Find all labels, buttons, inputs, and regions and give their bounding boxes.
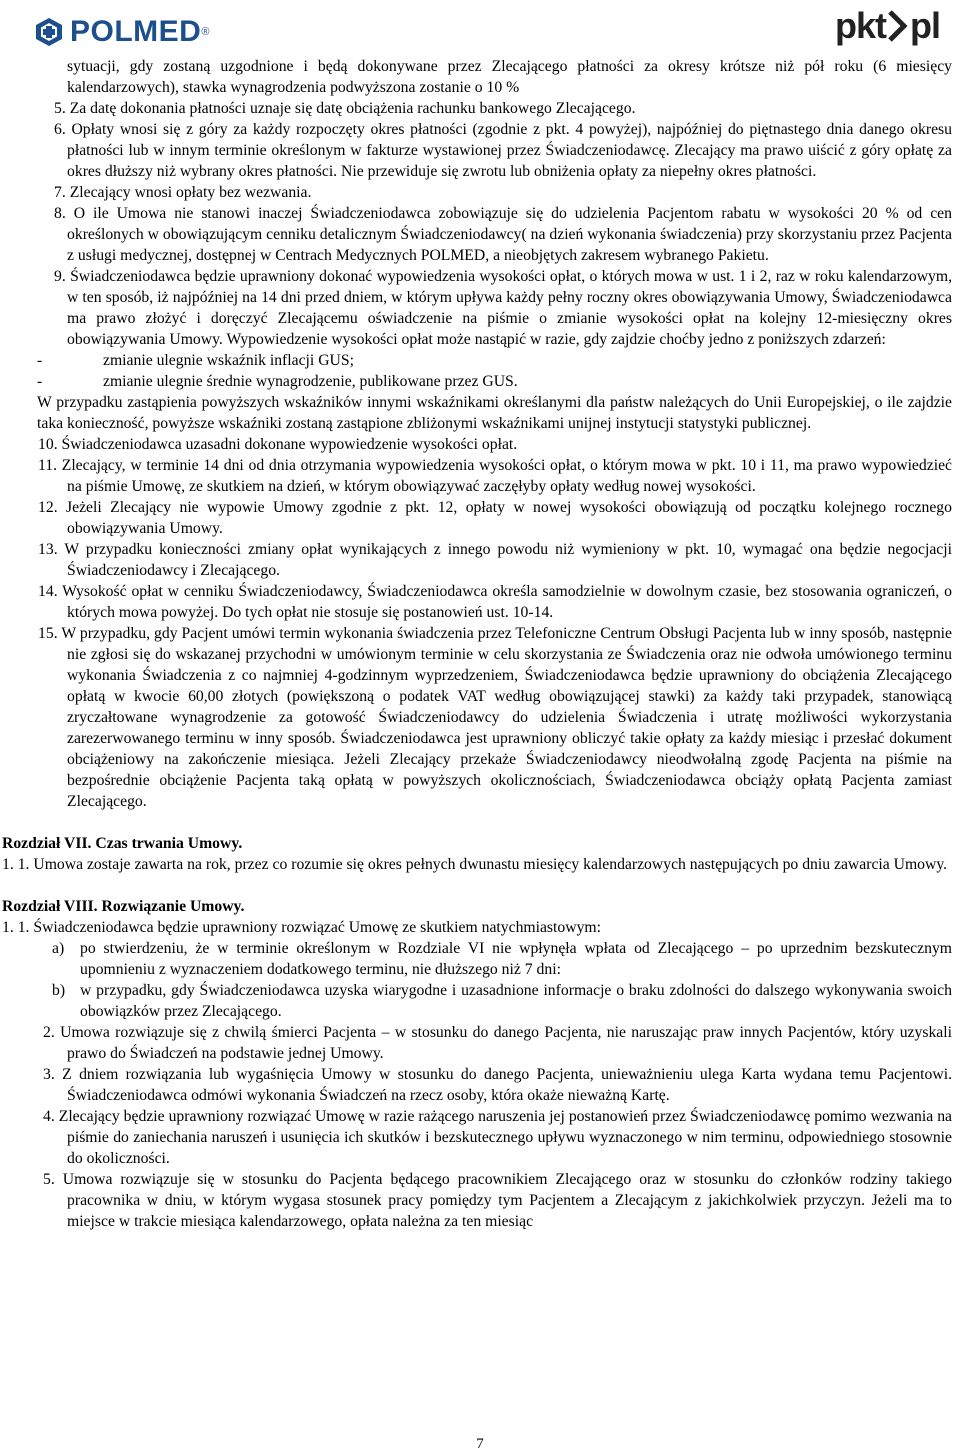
chapter-8-paragraph-2: 2. Umowa rozwiązuje się z chwilą śmierci Pacjenta – w stosunku do danego Pacjenta, nie naruszając praw innych Pacjentów, który uzyskali prawo do Świadczeń na podstawie jednej Umowy.	[43, 1024, 952, 1062]
chapter-8-paragraph-5: 5. Umowa rozwiązuje się w stosunku do Pacjenta będącego pracownikiem Zlecającego oraz w stosunku do członków rodziny takiego pracownika w dniu, w którym wygasa stosunek pracy pomiędzy tym Pacjentem a Zlecającym z jakichkolwiek przyczyn. Jeżeli ma to miejsce w trakcie miesiąca kalendarzowego, opłata należna za ten miesiąc	[43, 1171, 952, 1230]
list-item-text: po stwierdzeniu, że w terminie określonym w Rozdziale VI nie wpłynęła wpłata od Zlecającego – po uprzednim bezskutecznym upomnieniu z wyznaczeniem dodatkowego terminu, nie dłuższego niż 7 dni:	[80, 940, 952, 978]
list-item	[0, 980, 960, 1022]
list-item	[0, 938, 960, 980]
paragraph-5: 5. Za datę dokonania płatności uznaje się datę obciążenia rachunku bankowego Zlecającego.	[54, 100, 636, 117]
chapter-7-paragraph-1: 1. 1. Umowa zostaje zawarta na rok, przez co rozumie się okres pełnych dwunastu miesięcy kalendarzowych następujących po dniu zawarcia Umowy.	[2, 856, 948, 873]
chapter-8-paragraph-4: 4. Zlecający będzie uprawniony rozwiązać Umowę w razie rażącego naruszenia jej postanowień przez Świadczeniodawcę pomimo wezwania na piśmie do zaniechania naruszeń i usunięcia ich skutków i bezskutecznego upływu wyznaczonego w nim terminu, odpowiedniego stosownie do okoliczności.	[43, 1108, 952, 1167]
paragraph-9b: W przypadku zastąpienia powyższych wskaźników innymi wskaźnikami określanymi dla państw należących do Unii Europejskiej, o ile zajdzie taka konieczność, powyższe wskaźniki zostaną zastąpione zbliżonymi wskaźnikami unijnej instytucji statystyki publicznej.	[37, 394, 952, 432]
list-item-text: zmianie ulegnie średnie wynagrodzenie, publikowane przez GUS.	[103, 373, 518, 390]
polmed-logo-text: POLMED	[70, 15, 202, 48]
dash-marker: -	[37, 373, 43, 390]
paragraph-10: 10. Świadczeniodawca uzasadni dokonane wypowiedzenie wysokości opłat.	[38, 436, 518, 453]
page-number: 7	[476, 1436, 484, 1452]
paragraph-12: 12. Jeżeli Zlecający nie wypowie Umowy zgodnie z pkt. 12, opłaty w nowej wysokości obowiązują od początku kolejnego rocznego obowiązywania Umowy.	[38, 499, 952, 537]
paragraph-8: 8. O ile Umowa nie stanowi inaczej Świadczeniodawca zobowiązuje się do udzielenia Pacjentom rabatu w wysokości 20 % od cen określonych w obowiązującym cenniku detalicznym Świadczeniodawcy( na dzień wykonania świadczenia) przy skorzystaniu przez Pacjenta z usługi medycznej, dostępnej w Centrach Medycznych POLMED, a nieobjętych zakresem wybranego Pakietu.	[54, 205, 952, 264]
pl-logo-text: pl	[910, 5, 940, 46]
paragraph-13: 13. W przypadku konieczności zmiany opłat wynikających z innego powodu niż wymieniony w pkt. 10, wymagać ona będzie negocjacji Świadczeniodawcy i Zlecającego.	[38, 541, 952, 579]
list-item	[0, 371, 960, 392]
registered-mark: ®	[201, 26, 210, 38]
list-marker: a)	[52, 940, 65, 957]
paragraph-7: 7. Zlecający wnosi opłaty bez wezwania.	[54, 184, 312, 201]
list-item-text: w przypadku, gdy Świadczeniodawca uzyska wiarygodne i uzasadnione informacje o braku zdolności do dalszego wykonywania swoich obowiązków przez Zlecającego.	[80, 982, 952, 1020]
paragraph-6: 6. Opłaty wnosi się z góry za każdy rozpoczęty okres płatności (zgodnie z pkt. 4 powyżej), najpóźniej do piętnastego dnia danego okresu płatności lub w innym terminie określonym w fakturze wystawionej przez Świadczeniodawcę. Zlecający ma prawo uiścić z góry opłatę za okres dłuższy niż wybrany okres płatności. Nie przewiduje się zwrotu lub obniżenia opłaty za niepełny okres płatności.	[54, 121, 952, 180]
chapter-7-heading: Rozdział VII. Czas trwania Umowy.	[2, 835, 243, 852]
pkt-pl-logo	[835, 4, 940, 48]
paragraph-14: 14. Wysokość opłat w cenniku Świadczeniodawcy, Świadczeniodawca określa samodzielnie w dowolnym czasie, bez stosowania ograniczeń, o których mowa powyżej. Do tych opłat nie stosuje się postanowień ust. 10-14.	[38, 583, 952, 621]
chapter-8-paragraph-3: 3. Z dniem rozwiązania lub wygaśnięcia Umowy w stosunku do danego Pacjenta, unieważnieniu ulega Karta wydana temu Pacjentowi. Świadczeniodawca odmówi wykonania Świadczeń na rzecz osoby, która okaże nieważną Kartę.	[43, 1066, 952, 1104]
page-header	[0, 0, 960, 60]
document-body	[0, 56, 960, 1232]
chapter-8-heading: Rozdział VIII. Rozwiązanie Umowy.	[2, 898, 245, 915]
paragraph-11: 11. Zlecający, w terminie 14 dni od dnia otrzymania wypowiedzenia wysokości opłat, o którym mowa w pkt. 10 i 11, ma prawo wypowiedzieć na piśmie Umowę, ze skutkiem na dzień, w którym obowiązywać zaczęłyby opłaty według nowej wysokości.	[38, 457, 952, 495]
polmed-logo	[34, 12, 209, 52]
paragraph-9: 9. Świadczeniodawca będzie uprawniony dokonać wypowiedzenia wysokości opłat, o których mowa w ust. 1 i 2, raz w roku kalendarzowym, w ten sposób, iż najpóźniej na 14 dni przed dniem, w którym upływa każdy pełny roczny okres obowiązywania Umowy, Świadczeniodawca ma prawo złożyć i doręczyć Zlecającemu oświadczenie na piśmie o zmianie wysokości opłat na kolejny 12-miesięczny okres obowiązywania Umowy. Wypowiedzenie wysokości opłat może nastąpić w razie, gdy zajdzie choćby jedno z poniższych zdarzeń:	[54, 268, 952, 348]
chevron-right-icon	[887, 9, 909, 43]
pkt-logo-text: pkt	[835, 5, 886, 46]
list-marker: b)	[52, 982, 66, 999]
list-item-text: zmianie ulegnie wskaźnik inflacji GUS;	[103, 352, 354, 369]
chapter-8-paragraph-1: 1. 1. Świadczeniodawca będzie uprawniony rozwiązać Umowę ze skutkiem natychmiastowym:	[2, 919, 601, 936]
paragraph-15: 15. W przypadku, gdy Pacjent umówi termin wykonania świadczenia przez Telefoniczne Centrum Obsługi Pacjenta lub w inny sposób, następnie nie zgłosi się do wskazanej przychodni w umówionym terminie w celu skorzystania ze Świadczenia oraz nie odwoła umówionego terminu wykonania Świadczenia z co najmniej 4-godzinnym wyprzedzeniem, Świadczeniodawca będzie uprawniony do obciążenia Zlecającego opłatą w kwocie 60,00 złotych (powiększoną o podatek VAT według obowiązującej stawki) za każdy taki przypadek, stanowiącą zryczałtowane wynagrodzenie za gotowość Świadczeniodawcy do udzielenia Świadczenia i utratę możliwości wykorzystania zarezerwowanego terminu w inny sposób. Świadczeniodawca jest uprawniony obliczyć takie opłaty za każdy miesiąc i przesłać dokument obciążeniowy na zakończenie miesiąca. Jeżeli Zlecający przekaże Świadczeniodawcy nieodwołalną zgodę Pacjenta na piśmie na bezpośrednie obciążenie Pacjenta taką opłatą w powyższych okolicznościach, Świadczeniodawca obciąży opłatą Pacjenta zamiast Zlecającego.	[38, 625, 952, 810]
polmed-emblem-icon	[34, 17, 64, 47]
paragraph-continuation: sytuacji, gdy zostaną uzgodnione i będą dokonywane przez Zlecającego płatności za okresy krótsze niż pół roku (6 miesięcy kalendarzowych), stawka wynagrodzenia podwyższona zostanie o 10 %	[67, 58, 952, 96]
list-item	[0, 350, 960, 371]
dash-marker: -	[37, 352, 43, 369]
